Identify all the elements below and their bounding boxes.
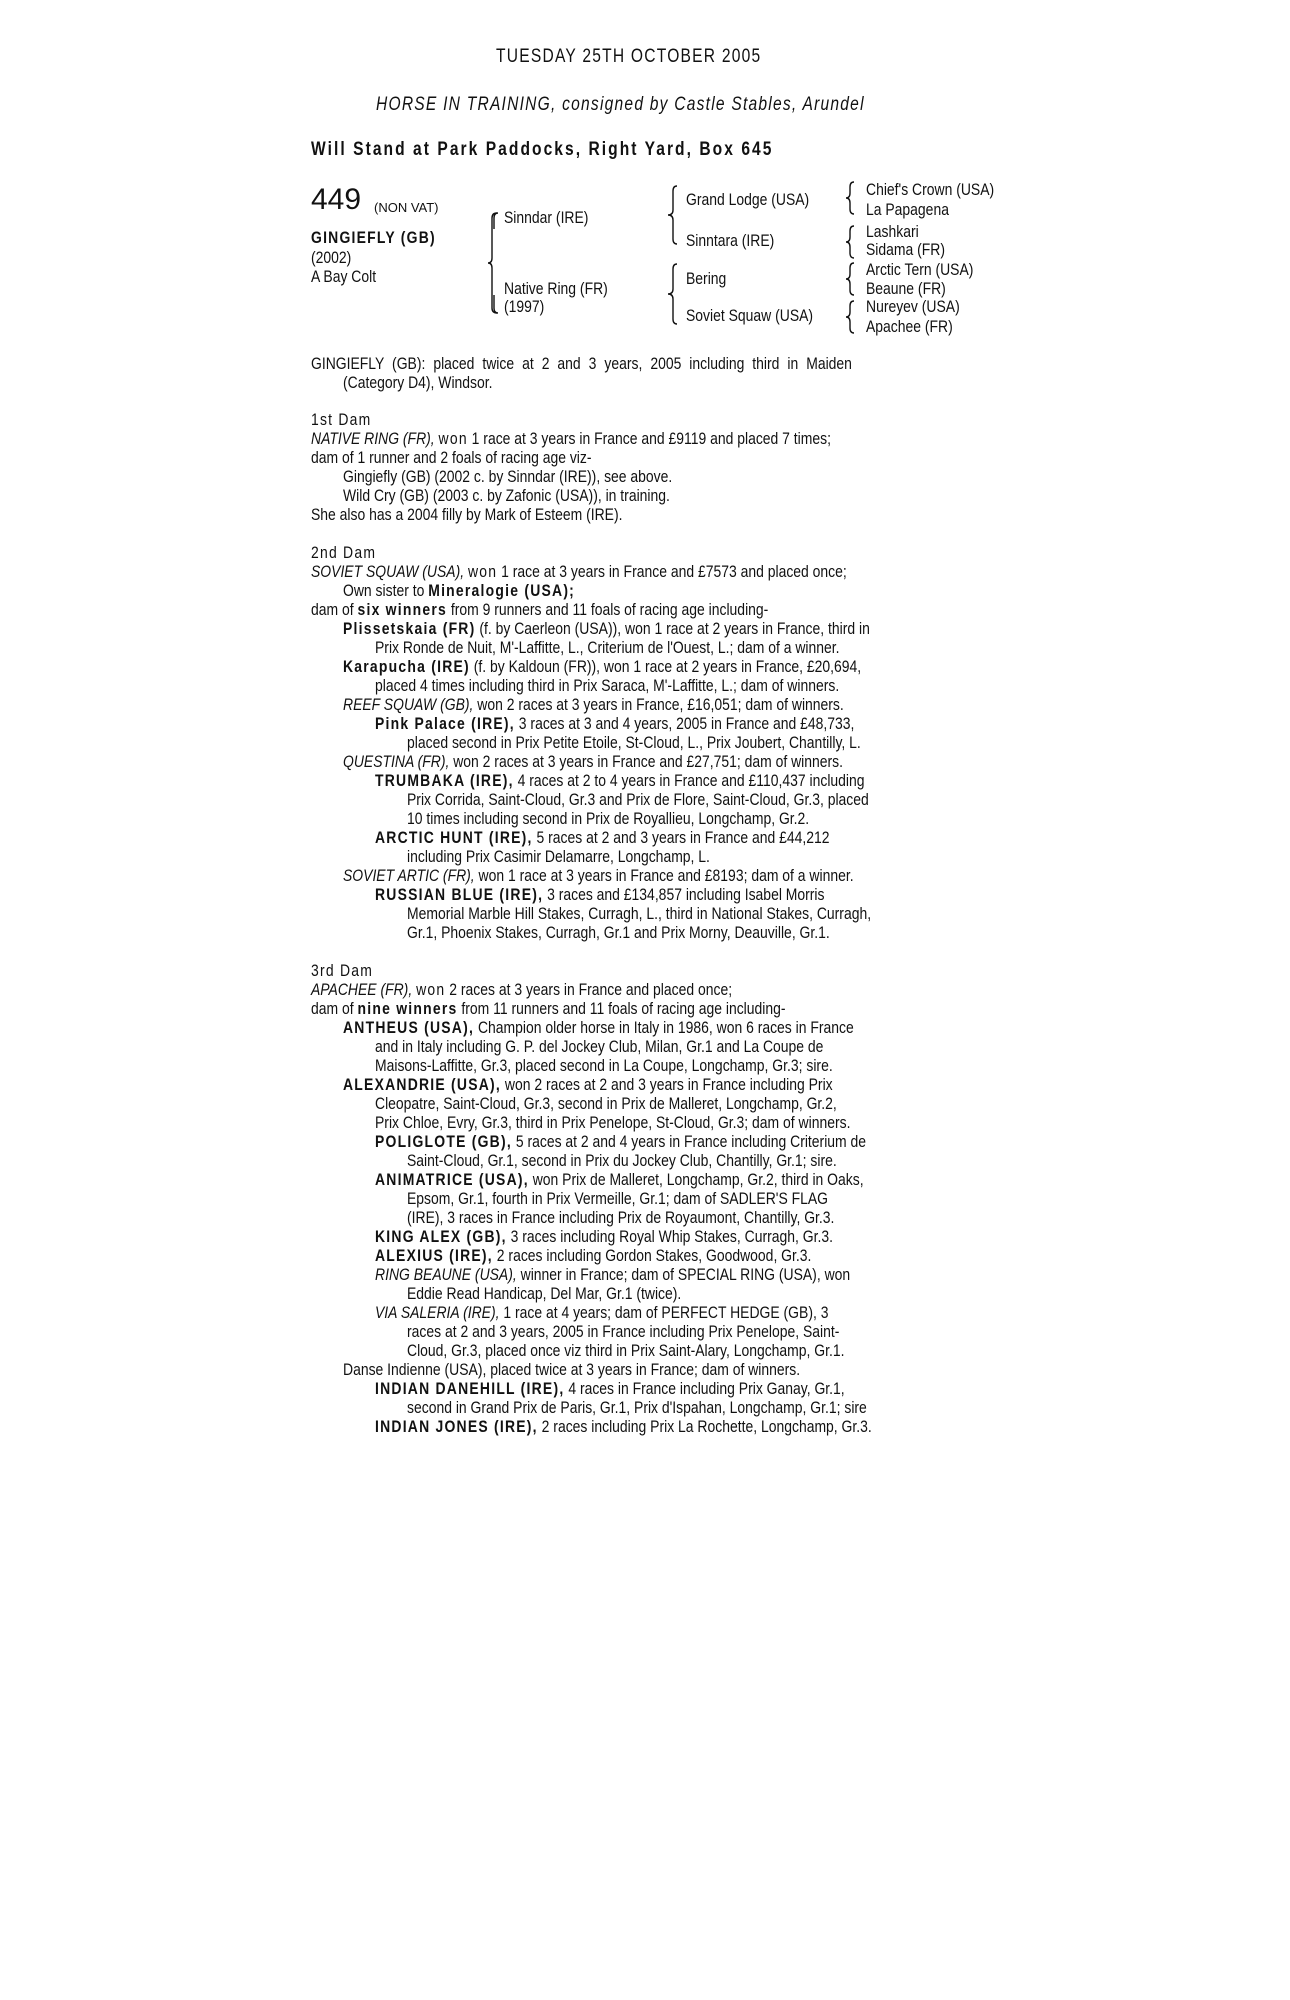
- second-dam-line1: SOVIET SQUAW (USA), won 1 race at 3 years in France and £7573 and placed once;: [311, 562, 847, 581]
- third-dam-line2: dam of nine winners from 11 runners and 11 foals of racing age including-: [311, 999, 786, 1018]
- progeny-via-saleria-3: Cloud, Gr.3, placed once viz third in Prix Saint-Alary, Longchamp, Gr.1.: [407, 1341, 845, 1360]
- pedigree-dam: Native Ring (FR): [504, 279, 608, 298]
- second-dam-heading: 2nd Dam: [311, 543, 377, 562]
- progeny-indian-danehill-2: second in Grand Prix de Paris, Gr.1, Prix d'Ispahan, Longchamp, Gr.1; sire: [407, 1398, 867, 1417]
- progeny-antheus: ANTHEUS (USA), Champion older horse in Italy in 1986, won 6 races in France: [343, 1018, 854, 1037]
- pedigree-bracket-sire: [493, 212, 499, 230]
- progeny-russian-blue: RUSSIAN BLUE (IRE), 3 races and £134,857 including Isabel Morris: [375, 885, 825, 904]
- progeny-pink-palace-2: placed second in Prix Petite Etoile, St-Cloud, L., Prix Joubert, Chantilly, L.: [407, 733, 861, 752]
- progeny-ring-beaune-2: Eddie Read Handicap, Del Mar, Gr.1 (twice).: [407, 1284, 682, 1303]
- pedigree-bracket-4: [846, 300, 855, 334]
- horse-name: GINGIEFLY (GB): [311, 228, 436, 247]
- pedigree-ssd: La Papagena: [866, 200, 949, 219]
- progeny-poliglote-2: Saint-Cloud, Gr.1, second in Prix du Jockey Club, Chantilly, Gr.1; sire.: [407, 1151, 837, 1170]
- pedigree-bracket-sire-line: [668, 185, 678, 245]
- third-dam-heading: 3rd Dam: [311, 961, 374, 980]
- first-dam-line2: dam of 1 runner and 2 foals of racing age viz-: [311, 448, 592, 467]
- horse-description: A Bay Colt: [311, 267, 377, 286]
- progeny-animatrice-3: (IRE), 3 races in France including Prix de Royaumont, Chantilly, Gr.3.: [407, 1208, 835, 1227]
- progeny-pink-palace: Pink Palace (IRE), 3 races at 3 and 4 years, 2005 in France and £48,733,: [375, 714, 855, 733]
- pedigree-ddd: Apachee (FR): [866, 317, 953, 336]
- progeny-arctic-hunt-2: including Prix Casimir Delamarre, Longchamp, L.: [407, 847, 710, 866]
- third-dam-line1: APACHEE (FR), won 2 races at 3 years in France and placed once;: [311, 980, 733, 999]
- progeny-antheus-2: and in Italy including G. P. del Jockey Club, Milan, Gr.1 and La Coupe de: [375, 1037, 824, 1056]
- progeny-via-saleria: VIA SALERIA (IRE), 1 race at 4 years; dam of PERFECT HEDGE (GB), 3: [375, 1303, 829, 1322]
- pedigree-bracket-1: [846, 181, 855, 215]
- progeny-reef-squaw: REEF SQUAW (GB), won 2 races at 3 years in France, £16,051; dam of winners.: [343, 695, 844, 714]
- progeny-animatrice-2: Epsom, Gr.1, fourth in Prix Vermeille, Gr.1; dam of SADLER'S FLAG: [407, 1189, 829, 1208]
- progeny-animatrice: ANIMATRICE (USA), won Prix de Malleret, Longchamp, Gr.2, third in Oaks,: [375, 1170, 864, 1189]
- progeny-ring-beaune: RING BEAUNE (USA), winner in France; dam of SPECIAL RING (USA), won: [375, 1265, 851, 1284]
- progeny-trumbaka-3: 10 times including second in Prix de Royallieu, Longchamp, Gr.2.: [407, 809, 810, 828]
- stand-location: Will Stand at Park Paddocks, Right Yard, Box 645: [311, 139, 774, 160]
- progeny-plissetskaia: Plissetskaia (FR) (f. by Caerleon (USA)), won 1 race at 2 years in France, third in: [343, 619, 870, 638]
- pedigree-sire-dam: Sinntara (IRE): [686, 231, 775, 250]
- progeny-questina: QUESTINA (FR), won 2 races at 3 years in France and £27,751; dam of winners.: [343, 752, 844, 771]
- progeny-king-alex: KING ALEX (GB), 3 races including Royal Whip Stakes, Curragh, Gr.3.: [375, 1227, 833, 1246]
- progeny-poliglote: POLIGLOTE (GB), 5 races at 2 and 4 years in France including Criterium de: [375, 1132, 867, 1151]
- pedigree-sire-sire: Grand Lodge (USA): [686, 190, 810, 209]
- progeny-russian-blue-3: Gr.1, Phoenix Stakes, Curragh, Gr.1 and Prix Morny, Deauville, Gr.1.: [407, 923, 830, 942]
- progeny-alexius: ALEXIUS (IRE), 2 races including Gordon Stakes, Goodwood, Gr.3.: [375, 1246, 812, 1265]
- pedigree-dam-sire: Bering: [686, 269, 727, 288]
- second-dam-line2: Own sister to Mineralogie (USA);: [343, 581, 576, 600]
- horse-summary-line1: GINGIEFLY (GB): placed twice at 2 and 3 years, 2005 including third in Maiden: [311, 354, 852, 373]
- pedigree-sdd: Sidama (FR): [866, 240, 946, 259]
- foaling-year: (2002): [311, 248, 352, 267]
- progeny-via-saleria-2: races at 2 and 3 years, 2005 in France including Prix Penelope, Saint-: [407, 1322, 840, 1341]
- progeny-plissetskaia-2: Prix Ronde de Nuit, M'-Laffitte, L., Criterium de l'Ouest, L.; dam of a winner.: [375, 638, 840, 657]
- pedigree-sire: Sinndar (IRE): [504, 208, 589, 227]
- first-dam-heading: 1st Dam: [311, 410, 372, 429]
- consignor-line: HORSE IN TRAINING, consigned by Castle Stables, Arundel: [376, 94, 865, 115]
- pedigree-dds: Nureyev (USA): [866, 297, 960, 316]
- progeny-trumbaka: TRUMBAKA (IRE), 4 races at 2 to 4 years in France and £110,437 including: [375, 771, 865, 790]
- horse-summary-line2: (Category D4), Windsor.: [343, 373, 493, 392]
- pedigree-bracket-dam-line: [668, 263, 678, 325]
- progeny-arctic-hunt: ARCTIC HUNT (IRE), 5 races at 2 and 3 years in France and £44,212: [375, 828, 830, 847]
- first-dam-note: She also has a 2004 filly by Mark of Esteem (IRE).: [311, 505, 623, 524]
- progeny-antheus-3: Maisons-Laffitte, Gr.3, placed second in La Coupe, Longchamp, Gr.3; sire.: [375, 1056, 833, 1075]
- progeny-indian-jones: INDIAN JONES (IRE), 2 races including Prix La Rochette, Longchamp, Gr.3.: [375, 1417, 872, 1436]
- pedigree-dsd: Beaune (FR): [866, 279, 946, 298]
- pedigree-sds: Lashkari: [866, 222, 919, 241]
- pedigree-bracket-dam: [493, 294, 499, 314]
- progeny-danse-indienne: Danse Indienne (USA), placed twice at 3 years in France; dam of winners.: [343, 1360, 801, 1379]
- progeny-alexandrie-3: Prix Chloe, Evry, Gr.3, third in Prix Penelope, St-Cloud, Gr.3; dam of winners.: [375, 1113, 851, 1132]
- second-dam-line3: dam of six winners from 9 runners and 11 foals of racing age including-: [311, 600, 769, 619]
- lot-number: 449: [311, 183, 362, 216]
- progeny-karapucha-2: placed 4 times including third in Prix Saraca, M'-Laffitte, L.; dam of winners.: [375, 676, 840, 695]
- progeny-indian-danehill: INDIAN DANEHILL (IRE), 4 races in France including Prix Ganay, Gr.1,: [375, 1379, 845, 1398]
- progeny-trumbaka-2: Prix Corrida, Saint-Cloud, Gr.3 and Prix de Flore, Saint-Cloud, Gr.3, placed: [407, 790, 869, 809]
- vat-status: (NON VAT): [374, 200, 439, 215]
- pedigree-dam-dam: Soviet Squaw (USA): [686, 306, 814, 325]
- progeny-soviet-artic: SOVIET ARTIC (FR), won 1 race at 3 years in France and £8193; dam of a winner.: [343, 866, 854, 885]
- pedigree-bracket-3: [846, 262, 855, 296]
- first-dam-line1: NATIVE RING (FR), won 1 race at 3 years in France and £9119 and placed 7 times;: [311, 429, 831, 448]
- progeny-karapucha: Karapucha (IRE) (f. by Kaldoun (FR)), won 1 race at 2 years in France, £20,694,: [343, 657, 862, 676]
- progeny-alexandrie-2: Cleopatre, Saint-Cloud, Gr.3, second in Prix de Malleret, Longchamp, Gr.2,: [375, 1094, 837, 1113]
- first-dam-progeny-1: Gingiefly (GB) (2002 c. by Sinndar (IRE)), see above.: [343, 467, 673, 486]
- pedigree-sss: Chief's Crown (USA): [866, 180, 995, 199]
- progeny-alexandrie: ALEXANDRIE (USA), won 2 races at 2 and 3 years in France including Prix: [343, 1075, 833, 1094]
- sale-date: TUESDAY 25TH OCTOBER 2005: [496, 46, 762, 67]
- progeny-russian-blue-2: Memorial Marble Hill Stakes, Curragh, L., third in National Stakes, Curragh,: [407, 904, 872, 923]
- pedigree-dss: Arctic Tern (USA): [866, 260, 974, 279]
- pedigree-dam-year: (1997): [504, 297, 545, 316]
- first-dam-progeny-2: Wild Cry (GB) (2003 c. by Zafonic (USA)), in training.: [343, 486, 670, 505]
- pedigree-bracket-2: [846, 225, 855, 259]
